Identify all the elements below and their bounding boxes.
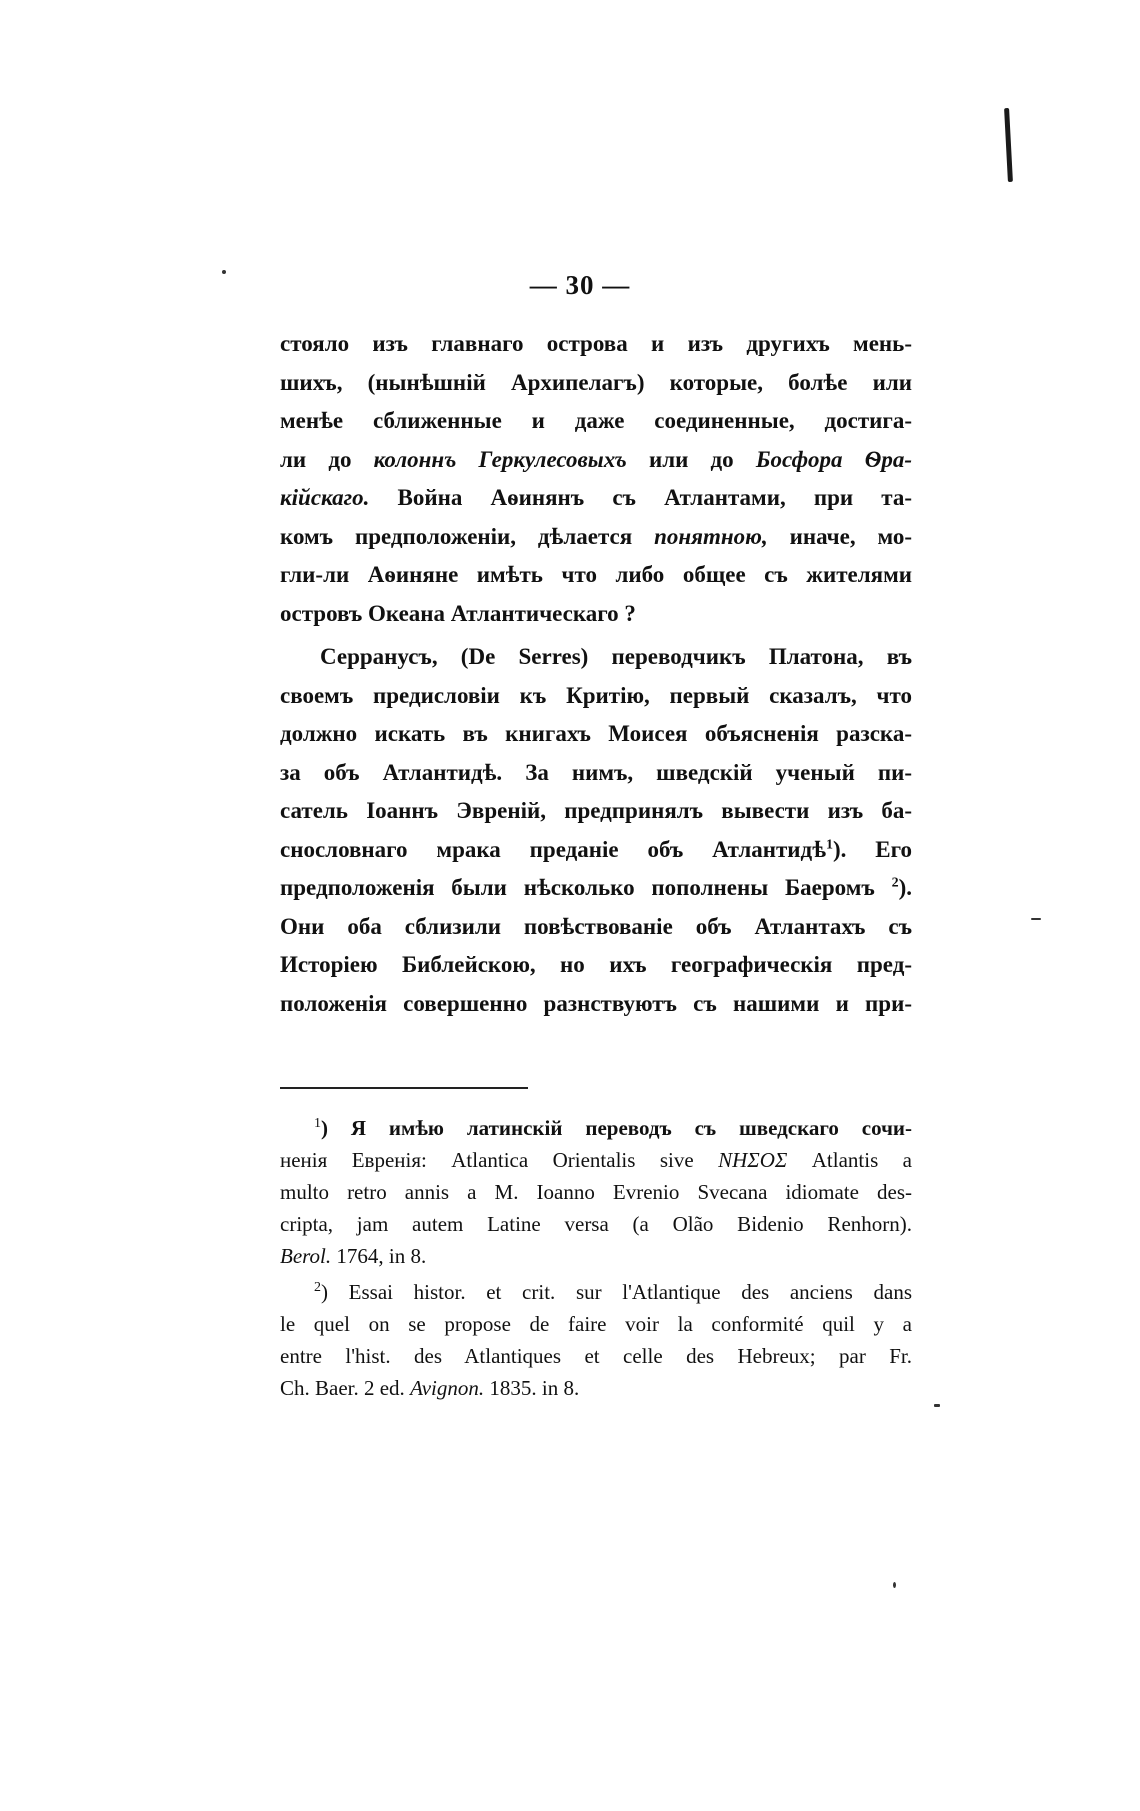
footnote-divider (280, 1087, 528, 1089)
italic-phrase: понятною, (654, 523, 768, 549)
scan-edge-mark (1004, 108, 1013, 182)
footnote-line: Ch. Baer. 2 ed. Avignon. 1835. in 8. (280, 1376, 580, 1400)
text-line: Исторіею Библейскою, но ихъ географическія пред- (280, 952, 912, 977)
italic-phrase: Avignon. (410, 1376, 485, 1400)
greek-word: ΝΗΣΟΣ (718, 1148, 788, 1172)
text-line: должно искать въ книгахъ Моисея объясненія разска- (280, 721, 912, 746)
footnotes (280, 1112, 912, 1404)
text-line: островъ Океана Атлантическаго ? (280, 600, 636, 626)
main-text (280, 325, 912, 1023)
page-number: — 30 — (529, 270, 631, 300)
text-line: Они оба сблизили повѣствованіе объ Атлантахъ съ (280, 913, 912, 939)
footnote-line: $^2$) Essai histor. et crit. sur l'Atlantique des anciens dans (314, 1280, 912, 1304)
text-line: ли до колоннъ Геркулесовыхъ или до Босфора Ѳра- (280, 446, 912, 472)
footnote-line: multo retro annis a M. Ioanno Evrenio Svecana idiomate des- (280, 1180, 912, 1204)
text-line: Серранусъ, (De Serres) переводчикъ Платона, въ (320, 644, 912, 669)
text-line: кійскаго. Война Аѳинянъ съ Атлантами, при та- (280, 485, 912, 510)
italic-phrase: Berol. (280, 1244, 332, 1268)
scan-speck (1031, 918, 1041, 920)
text-line: комъ предположеніи, дѣлается понятною, иначе, мо- (280, 523, 912, 549)
scan-speck (934, 1404, 940, 1407)
footnote-marker: 1 (314, 1116, 321, 1131)
text-line: сатель Іоаннъ Эвреній, предпринялъ вывести изъ ба- (280, 798, 912, 823)
scan-speck (893, 1582, 896, 1588)
italic-phrase: колоннъ Геркулесовыхъ (373, 446, 627, 472)
italic-phrase: Босфора Ѳра- (755, 446, 912, 472)
footnote-line: cripta, jam autem Latine versa (a Olão Bidenio Renhorn). (280, 1212, 912, 1236)
footnote-line: entre l'hist. des Atlantiques et celle des Hebreux; par Fr. (280, 1344, 912, 1368)
text-line: шихъ, (нынѣшній Архипелагъ) которые, болѣе или (280, 369, 912, 395)
footnote-marker: 2 (314, 1280, 321, 1295)
text-line: снословнаго мрака преданіе объ Атлантидѣ$^1$). Его (280, 836, 912, 862)
footnote-ref: 2 (891, 875, 899, 891)
text-line: предположенія были нѣсколько пополнены Баеромъ $^2$). (280, 875, 913, 900)
text-line: гли-ли Аѳиняне имѣть что либо общее съ жителями (280, 562, 912, 587)
text-line: стояло изъ главнаго острова и изъ другихъ мень- (280, 331, 912, 356)
text-line: своемъ предисловіи къ Критію, первый сказалъ, что (280, 682, 912, 708)
text-line: за объ Атлантидѣ. За нимъ, шведскій ученый пи- (280, 759, 912, 785)
text-line: менѣе сближенные и даже соединенные, достига- (280, 408, 912, 433)
text-line: положенія совершенно разнствуютъ съ нашими и при- (280, 990, 912, 1016)
footnote-line: Berol. 1764, in 8. (280, 1244, 427, 1268)
footnote-line: le quel on se propose de faire voir la conformité quil y a (280, 1312, 912, 1336)
footnote-line: $^1$) Я имѣю латинскій переводъ съ шведскаго сочи- (314, 1116, 912, 1140)
italic-phrase: кійскаго. (280, 485, 370, 510)
footnote-ref: 1 (826, 836, 833, 852)
footnote-line: ненія Евренія: Atlantica Orientalis sive ΝΗΣΟΣ Atlantis a (280, 1148, 912, 1172)
